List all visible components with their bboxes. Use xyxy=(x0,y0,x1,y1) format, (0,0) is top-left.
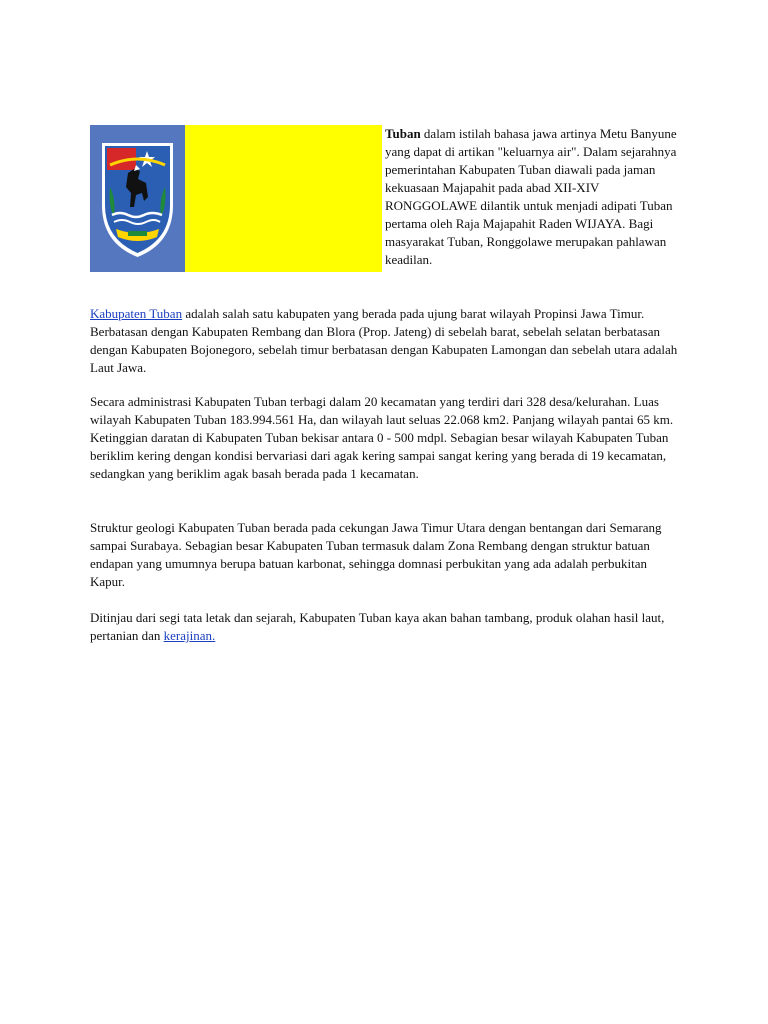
intro-bold-title: Tuban xyxy=(385,126,421,141)
kabupaten-tuban-link[interactable]: Kabupaten Tuban xyxy=(90,306,183,321)
intro-paragraph xyxy=(385,125,685,269)
intro-text: dalam istilah bahasa jawa artinya Metu Banyune yang dapat di artikan "keluarnya air". Dalam sejarahnya pemerintahan Kabupaten Tuban diawali pada jaman kekuasaan Majapahit pada abad XII-XIV RONGGOLAWE dilantik untuk menjadi adipati Tuban pertama oleh Raja Majapahit Raden WIJAYA. Bagi masyarakat Tuban, Ronggolawe merupakan pahlawan keadilan. xyxy=(385,126,677,267)
paragraph-location-text: adalah salah satu kabupaten yang berada pada ujung barat wilayah Propinsi Jawa Timur. Berbatasan dengan Kabupaten Rembang dan Blora (Prop. Jateng) di sebelah barat, sebelah selatan berbatasan dengan Kabupaten Bojonegoro, sebelah timur berbatasan dengan Kabupaten Lamongan dan sebelah utara adalah Laut Jawa. xyxy=(90,306,678,375)
paragraph-location xyxy=(90,305,680,377)
paragraph-administration: Secara administrasi Kabupaten Tuban terbagi dalam 20 kecamatan yang terdiri dari 328 desa/kelurahan. Luas wilayah Kabupaten Tuban 183.994.561 Ha, dan wilayah laut seluas 22.068 km2. Panjang wilayah pantai 65 km. Ketinggian daratan di Kabupaten Tuban bekisar antara 0 - 500 mdpl. Sebagian besar wilayah Kabupaten Tuban beriklim kering dengan kondisi bervariasi dari agak kering sampai sangat kering yang berada di 19 kecamatan, sedangkan yang beriklim agak basah berada pada 1 kecamatan. xyxy=(90,394,674,481)
kerajinan-link[interactable]: kerajinan. xyxy=(163,628,216,643)
paragraph-resources xyxy=(90,609,680,645)
paragraph-geology: Struktur geologi Kabupaten Tuban berada pada cekungan Jawa Timur Utara dengan bentangan dari Semarang sampai Surabaya. Sebagian besar Kabupaten Tuban termasuk dalam Zona Rembang dengan struktur batuan endapan yang umumnya berupa batuan karbonat, sehingga domnasi perbukitan yang ada adalah perbukitan Kapur. xyxy=(90,520,662,589)
paragraph-resources-text: Ditinjau dari segi tata letak dan sejarah, Kabupaten Tuban kaya akan bahan tambang, produk olahan hasil laut, pertanian dan xyxy=(90,610,665,643)
header-banner xyxy=(90,125,382,272)
tuban-regency-emblem-icon xyxy=(90,125,185,272)
emblem-image xyxy=(90,125,185,272)
